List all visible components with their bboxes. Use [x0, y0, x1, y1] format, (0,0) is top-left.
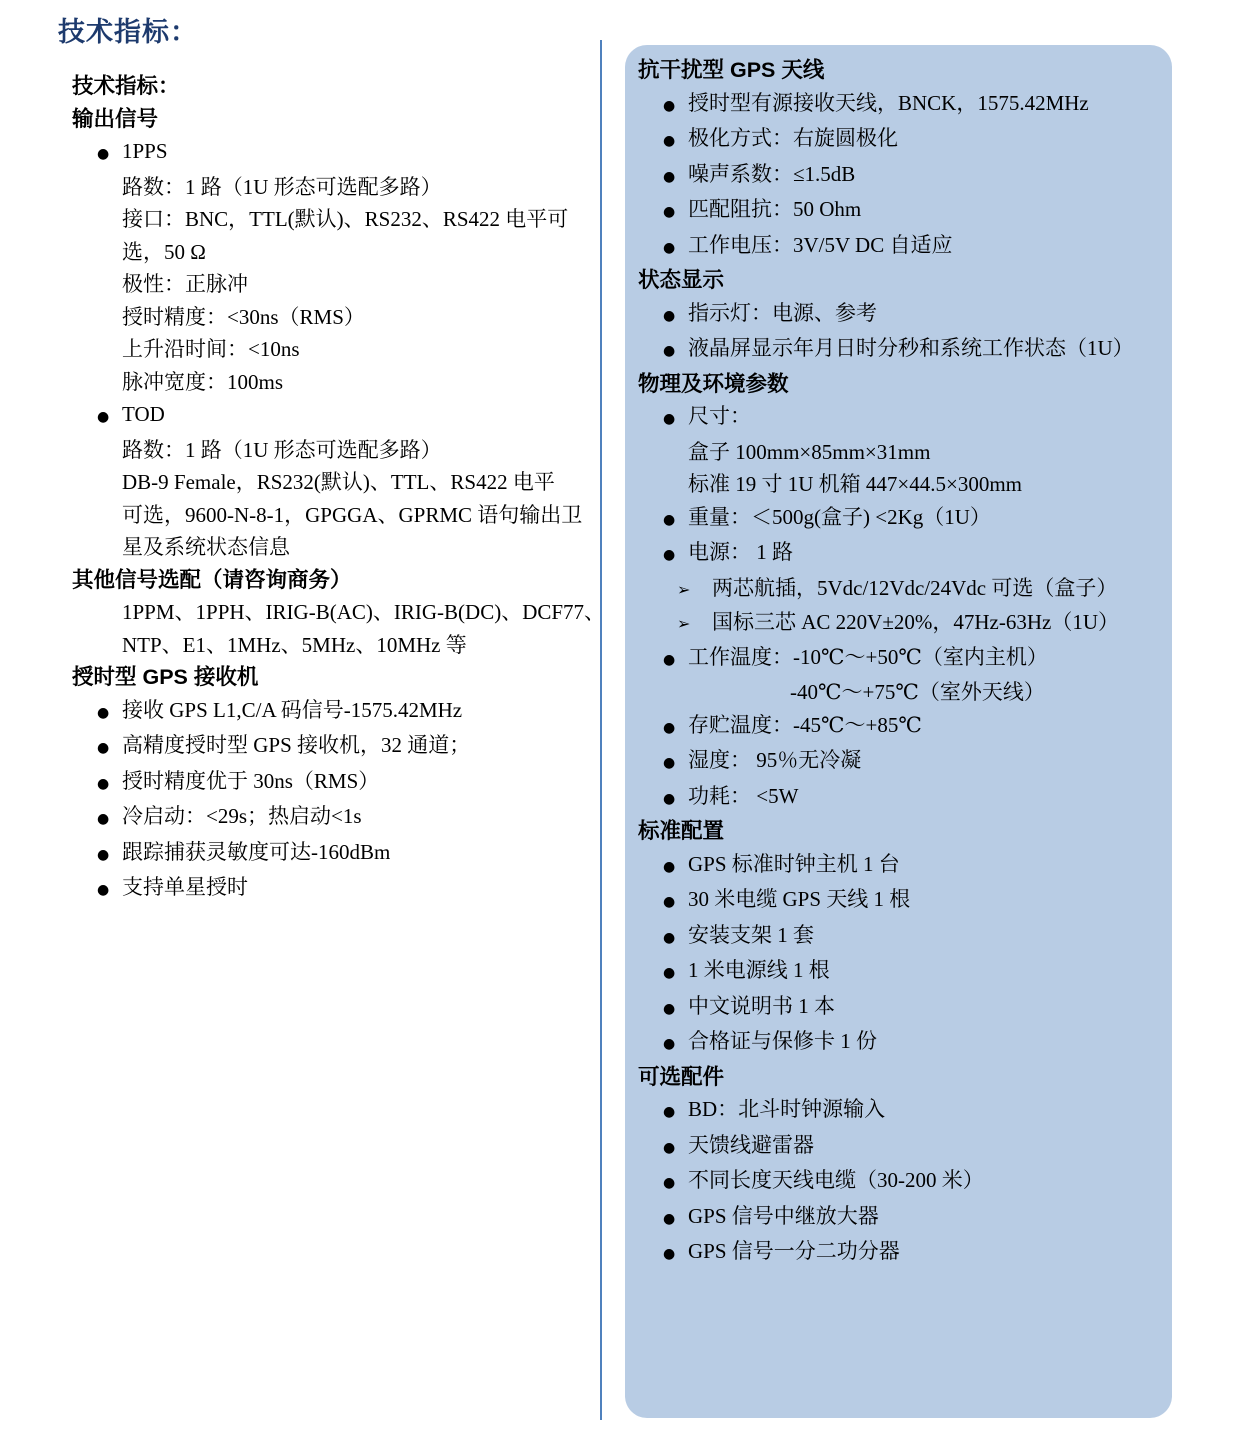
item-text: GPS 标准时钟主机 1 台	[688, 851, 900, 876]
bullet-icon: ●	[663, 511, 676, 528]
bullet-icon: ●	[663, 651, 676, 668]
bullet-icon: ●	[663, 719, 676, 736]
bullet-item	[638, 229, 1156, 265]
bullet-icon: ●	[663, 97, 676, 114]
bullet-icon: ●	[663, 1036, 676, 1052]
item-text: 1 米电源线 1 根	[688, 958, 830, 982]
item-text: 冷启动：<29s；热启动<1s	[122, 804, 362, 828]
section-heading: 物理及环境参数	[638, 371, 789, 396]
bullet-item	[72, 765, 592, 801]
left-column	[72, 70, 606, 907]
item-text: 匹配阻抗：50 Ohm	[688, 197, 862, 221]
bullet-icon: ●	[663, 929, 676, 946]
bullet-item	[72, 729, 592, 765]
bullet-item	[638, 848, 1156, 884]
bullet-item	[72, 694, 592, 730]
item-text: TOD	[122, 402, 165, 426]
bullet-icon: ●	[663, 547, 676, 563]
continuation-line: 盒子 100mm×85mm×31mm	[688, 439, 931, 464]
bullet-icon: ●	[663, 1139, 676, 1156]
bullet-icon: ●	[97, 146, 110, 162]
bullet-icon: ●	[663, 1104, 676, 1120]
bullet-item	[638, 297, 1156, 333]
arrow-icon: ➢	[677, 614, 691, 633]
bullet-item	[72, 135, 592, 171]
bullet-item	[638, 1200, 1156, 1236]
item-text: 跟踪捕获灵敏度可达-160dBm	[122, 839, 391, 864]
item-text: 接收 GPS L1,C/A 码信号-1575.42MHz	[122, 697, 463, 722]
item-text: 中文说明书 1 本	[688, 993, 835, 1018]
bullet-item	[638, 709, 1156, 745]
item-text: BD：北斗时钟源输入	[688, 1097, 886, 1121]
sub-item	[638, 572, 1156, 607]
bullet-item	[638, 400, 1156, 436]
item-text: 授时型有源接收天线，BNCK，1575.42MHz	[688, 90, 1089, 115]
bullet-item	[638, 158, 1156, 194]
bullet-item	[638, 501, 1156, 537]
item-text: 噪声系数：≤1.5dB	[688, 161, 856, 186]
sub-item	[638, 606, 1156, 641]
item-text: 指示灯：电源、参考	[688, 300, 877, 325]
bullet-icon: ●	[663, 1175, 676, 1191]
bullet-item	[638, 1093, 1156, 1129]
bullet-icon: ●	[663, 790, 676, 807]
bullet-icon: ●	[97, 846, 110, 863]
spec-box	[625, 45, 1172, 1418]
continuation-line: 路数：1 路（1U 形态可选配多路）	[122, 174, 442, 199]
section-heading: 输出信号	[72, 106, 159, 131]
item-text: 尺寸：	[688, 404, 751, 428]
item-text: 电源： 1 路	[688, 540, 793, 564]
item-text: 授时精度优于 30ns（RMS）	[122, 768, 380, 793]
item-text: 工作电压：3V/5V DC 自适应	[688, 232, 953, 257]
bullet-item	[638, 883, 1156, 919]
item-text: 液晶屏显示年月日时分秒和系统工作状态（1U）	[688, 336, 1134, 360]
section-heading: 技术指标：	[72, 74, 180, 98]
section-heading: 抗干扰型 GPS 天线	[638, 58, 825, 82]
page-title: 技术指标：	[58, 17, 198, 47]
bullet-item	[638, 919, 1156, 955]
bullet-item	[638, 536, 1156, 572]
section-heading: 可选配件	[638, 1064, 725, 1089]
bullet-item	[638, 332, 1156, 368]
bullet-icon: ●	[663, 204, 676, 220]
bullet-icon: ●	[663, 755, 676, 771]
continuation-line: 选，50 Ω	[122, 239, 206, 264]
section-heading: 标准配置	[638, 819, 725, 843]
bullet-item	[638, 780, 1156, 816]
column-divider-line	[600, 40, 602, 1420]
item-text: GPS 信号中继放大器	[688, 1203, 879, 1228]
bullet-icon: ●	[663, 239, 676, 256]
bullet-icon: ●	[663, 965, 676, 981]
item-text: 两芯航插，5Vdc/12Vdc/24Vdc 可选（盒子）	[712, 575, 1118, 600]
bullet-icon: ●	[663, 1246, 676, 1262]
bullet-icon: ●	[663, 1210, 676, 1227]
bullet-item	[72, 800, 592, 836]
item-text: 重量：＜500g(盒子) <2Kg（1U）	[688, 504, 991, 529]
continuation-line: 授时精度：<30ns（RMS）	[122, 304, 365, 329]
continuation-line: 星及系统状态信息	[122, 535, 290, 559]
item-text: 30 米电缆 GPS 天线 1 根	[688, 887, 911, 911]
bullet-icon: ●	[663, 168, 676, 185]
bullet-icon: ●	[663, 1000, 676, 1017]
section-heading: 状态显示	[638, 268, 725, 292]
bullet-item	[638, 1129, 1156, 1165]
bullet-item	[638, 87, 1156, 123]
item-text: 湿度： 95％无冷凝	[688, 748, 862, 772]
bullet-item	[72, 871, 592, 907]
item-text: 天馈线避雷器	[688, 1132, 814, 1157]
bullet-item	[72, 836, 592, 872]
item-text: 不同长度天线电缆（30-200 米）	[688, 1168, 984, 1192]
item-text: 存贮温度：-45℃～+85℃	[688, 712, 922, 737]
continuation-line: 可选，9600-N-8-1，GPGGA、GPRMC 语句输出卫	[122, 502, 583, 527]
continuation-line: 极性：正脉冲	[122, 272, 248, 296]
continuation-line: 标准 19 寸 1U 机箱 447×44.5×300mm	[688, 472, 1023, 496]
bullet-item	[638, 122, 1156, 158]
bullet-icon: ●	[97, 740, 110, 756]
bullet-item	[638, 1025, 1156, 1061]
arrow-icon: ➢	[677, 579, 691, 599]
continuation-line: NTP、E1、1MHz、5MHz、10MHz 等	[122, 632, 467, 657]
continuation-line: 上升沿时间：<10ns	[122, 337, 300, 361]
item-text: GPS 信号一分二功分器	[688, 1239, 900, 1263]
item-text: 1PPS	[122, 139, 168, 163]
item-text: 国标三芯 AC 220V±20%，47Hz-63Hz（1U）	[712, 610, 1119, 634]
bullet-item	[638, 1164, 1156, 1200]
continuation-line-indented: -40℃～+75℃（室外天线）	[790, 680, 1045, 704]
bullet-icon: ●	[663, 858, 676, 875]
bullet-icon: ●	[97, 882, 110, 898]
bullet-item	[638, 641, 1156, 677]
bullet-icon: ●	[663, 894, 676, 910]
bullet-icon: ●	[663, 307, 676, 324]
continuation-line: 脉冲宽度：100ms	[122, 369, 284, 394]
continuation-line: 1PPM、1PPH、IRIG-B(AC)、IRIG-B(DC)、DCF77、	[122, 600, 606, 624]
bullet-icon: ●	[97, 775, 110, 792]
item-text: 功耗： <5W	[688, 783, 799, 808]
continuation-line: DB-9 Female，RS232(默认)、TTL、RS422 电平	[122, 470, 555, 494]
item-text: 安装支架 1 套	[688, 922, 814, 947]
bullet-item	[638, 990, 1156, 1026]
bullet-icon: ●	[97, 811, 110, 827]
bullet-item	[638, 1235, 1156, 1271]
bullet-icon: ●	[97, 704, 110, 721]
section-heading: 授时型 GPS 接收机	[72, 665, 259, 689]
bullet-item	[638, 954, 1156, 990]
item-text: 极化方式：右旋圆极化	[688, 126, 898, 150]
bullet-item	[638, 744, 1156, 780]
item-text: 工作温度：-10℃～+50℃（室内主机）	[688, 644, 1048, 669]
bullet-icon: ●	[663, 343, 676, 359]
bullet-icon: ●	[97, 409, 110, 425]
item-text: 合格证与保修卡 1 份	[688, 1029, 877, 1053]
continuation-line: 接口：BNC，TTL(默认)、RS232、RS422 电平可	[122, 207, 569, 231]
item-text: 高精度授时型 GPS 接收机，32 通道；	[122, 733, 471, 757]
section-heading: 其他信号选配（请咨询商务）	[72, 567, 352, 592]
continuation-line: 路数：1 路（1U 形态可选配多路）	[122, 437, 442, 462]
bullet-item	[72, 398, 592, 434]
bullet-item	[638, 193, 1156, 229]
bullet-icon: ●	[663, 133, 676, 149]
item-text: 支持单星授时	[122, 875, 248, 899]
bullet-icon: ●	[663, 411, 676, 427]
